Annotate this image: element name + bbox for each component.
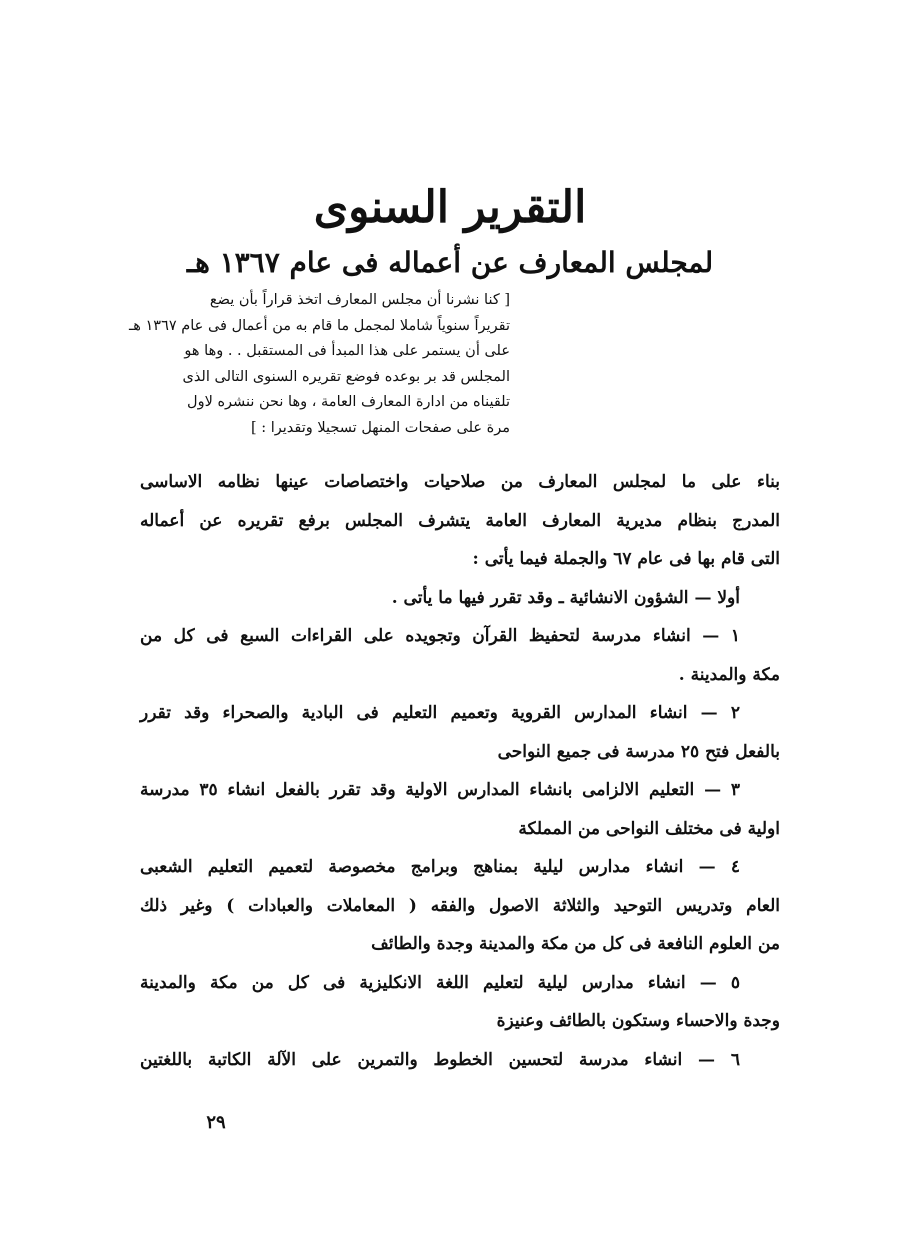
list-item-2: ٢ — انشاء المدارس القروية وتعميم التعليم فى البادية والصحراء وقد تقرر [140,703,740,723]
list-item-1: ١ — انشاء مدرسة لتحفيظ القرآن وتجويده على القراءات السبع فى كل من [140,626,740,646]
list-item-6: ٦ — انشاء مدرسة لتحسين الخطوط والتمرين على الآلة الكاتبة باللغتين [140,1049,740,1070]
list-item-4-continued: من العلوم النافعة فى كل من مكة والمدينة وجدة والطائف [371,934,780,954]
section-heading: أولا — الشؤون الانشائية ـ وقد تقرر فيها ما يأتى . [391,587,740,608]
body-line: المدرج بنظام مديرية المعارف العامة يتشرف المجلس برفع تقريره عن أعماله [140,510,780,531]
report-title: التقرير السنوى [313,182,587,233]
editor-note-line: المجلس قد بر بوعده فوضع تقريره السنوى التالى الذى [182,368,510,385]
list-item-4-continued: العام وتدريس التوحيد والثلاثة الاصول والفقه ( المعاملات والعبادات ) وغير ذلك [140,895,780,916]
list-item-2-continued: بالفعل فتح ٢٥ مدرسة فى جميع النواحى [497,741,780,762]
report-body [140,463,780,1079]
body-line: بناء على ما لمجلس المعارف من صلاحيات واختصاصات عينها نظامه الاساسى [140,472,780,492]
list-item-1-continued: مكة والمدينة . [678,664,780,685]
editor-note [129,288,510,441]
page-number: ٢٩ [206,1112,226,1133]
list-item-4: ٤ — انشاء مدارس ليلية بمناهج وبرامج مخصوصة لتعميم التعليم الشعبى [140,857,740,877]
report-subtitle: لمجلس المعارف عن أعماله فى عام ١٣٦٧ هـ [186,246,714,279]
editor-note-line: تقريراً سنوياً شاملا لمجمل ما قام به من أعمال فى عام ١٣٦٧ هـ [129,317,510,334]
editor-note-line: [ كنا نشرنا أن مجلس المعارف اتخذ قراراً بأن يضع [209,292,510,308]
list-item-5-continued: وجدة والاحساء وستكون بالطائف وعنيزة [496,1011,780,1031]
editor-note-line: تلقيناه من ادارة المعارف العامة ، وها نحن ننشره لاول [187,394,510,410]
list-item-3: ٣ — التعليم الالزامى بانشاء المدارس الاولية وقد تقرر بالفعل انشاء ٣٥ مدرسة [140,780,741,800]
list-item-5: ٥ — انشاء مدارس ليلية لتعليم اللغة الانكليزية فى كل من مكة والمدينة [140,972,740,993]
editor-note-line: على أن يستمر على هذا المبدأ فى المستقبل . . وها هو [184,343,510,359]
editor-note-line: مرة على صفحات المنهل تسجيلا وتقديرا : ] [250,419,510,436]
body-line: التى قام بها فى عام ٦٧ والجملة فيما يأتى : [472,549,780,569]
list-item-3-continued: اولية فى مختلف النواحى من المملكة [518,818,780,839]
